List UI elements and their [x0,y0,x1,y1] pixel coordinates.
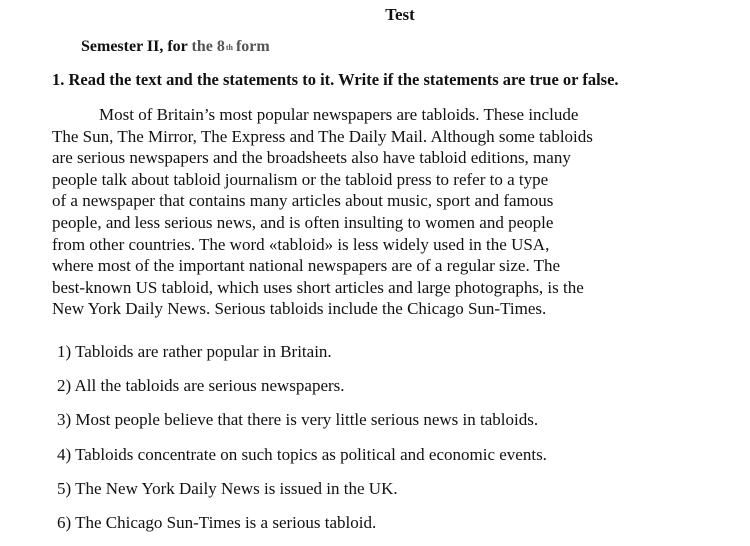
passage-line: Most of Britain’s most popular newspapers are tabloids. These include [99,105,579,124]
subtitle-prefix: Semester II, for [81,38,192,55]
subtitle-grade: the 8 [191,38,225,55]
statement-5: 5) The New York Daily News is issued in the UK. [57,478,398,498]
subtitle-ordinal-suffix: th [225,43,233,52]
test-title: Test [385,5,415,24]
passage-line: of a newspaper that contains many articles about music, sport and famous [52,191,554,211]
passage-line: people, and less serious news, and is often insulting to women and people [52,212,554,232]
passage-line: from other countries. The word «tabloid» is less widely used in the USA, [52,234,550,254]
passage-line: people talk about tabloid journalism or the tabloid press to refer to a type [52,169,549,189]
passage-line: New York Daily News. Serious tabloids include the Chicago Sun-Times. [52,299,547,319]
passage-line: are serious newspapers and the broadsheets also have tabloid editions, many [52,148,571,168]
passage-line: best-known US tabloid, which uses short articles and large photographs, is the [52,277,584,297]
semester-subtitle [81,37,270,59]
statements-list [57,341,547,546]
statement-1: 1) Tabloids are rather popular in Britain. [57,342,332,361]
subtitle-form: form [235,38,270,55]
statement-4: 4) Tabloids concentrate on such topics as political and economic events. [57,444,547,464]
passage-line: The Sun, The Mirror, The Express and The Daily Mail. Although some tabloids [52,126,593,146]
passage-line: where most of the important national newspapers are of a regular size. The [52,256,561,276]
statement-3: 3) Most people believe that there is very little serious news in tabloids. [57,410,539,430]
reading-passage [52,104,732,320]
statement-2: 2) All the tabloids are serious newspapers. [57,376,345,396]
statement-6: 6) The Chicago Sun-Times is a serious tabloid. [57,512,377,532]
task-instruction: 1. Read the text and the statements to it. Write if the statements are true or false. [52,70,619,89]
